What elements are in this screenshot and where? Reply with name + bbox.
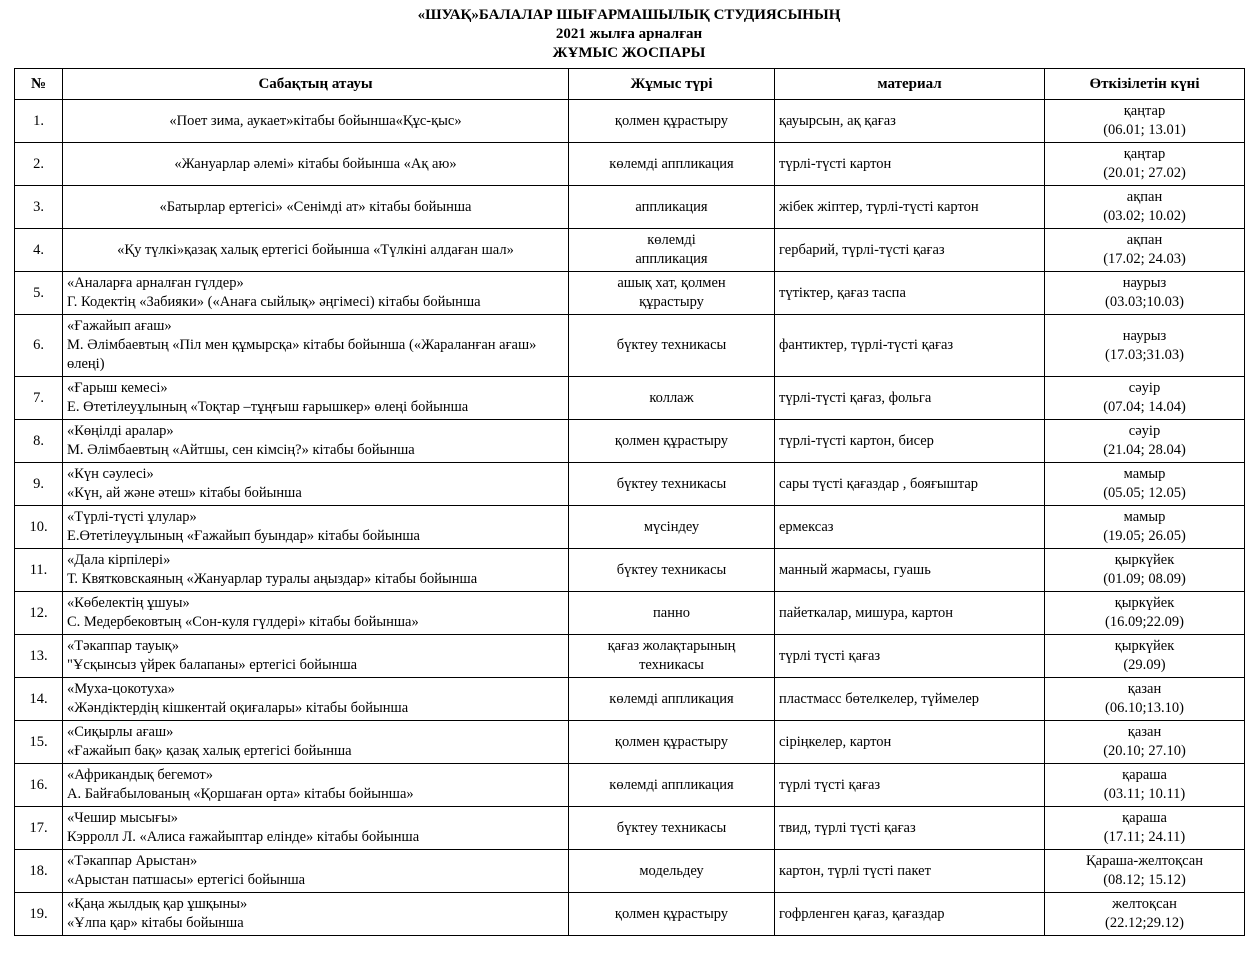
- lesson-name-line-2: М. Әлімбаевтың «Айтшы, сен кімсің?» кітабы бойынша: [67, 442, 415, 458]
- work-type: [569, 463, 775, 506]
- date-cell: [1045, 143, 1245, 186]
- work-type-line-2: аппликация: [635, 251, 708, 267]
- date-month: қаңтар: [1123, 146, 1166, 162]
- lesson-name: [63, 678, 569, 721]
- lesson-name-line-2: Кэрролл Л. «Алиса ғажайыптар елінде» кітабы бойынша: [67, 829, 420, 845]
- date-cell: [1045, 678, 1245, 721]
- row-number: 12.: [15, 592, 63, 635]
- work-type-line-1: панно: [653, 604, 690, 621]
- table-row: [15, 315, 1245, 377]
- date-days: (17.03;31.03): [1105, 346, 1184, 363]
- date-month: наурыз: [1122, 327, 1167, 344]
- lesson-name: [63, 463, 569, 506]
- work-type: [569, 549, 775, 592]
- table-row: [15, 229, 1245, 272]
- work-type: [569, 764, 775, 807]
- date-days: (17.11; 24.11): [1103, 829, 1186, 845]
- work-type-line-1: қолмен құрастыру: [614, 432, 729, 449]
- lesson-name-line-2: Т. Квятковскаяның «Жануарлар туралы аңыздар» кітабы бойынша: [67, 571, 478, 587]
- lesson-name: [63, 100, 569, 143]
- lesson-name-line-1: «Түрлі-түсті ұлулар»: [67, 509, 197, 525]
- header-material: материал: [775, 69, 1045, 100]
- work-type: [569, 592, 775, 635]
- work-type-line-1: бүктеу техникасы: [616, 819, 727, 836]
- work-type-line-1: бүктеу техникасы: [616, 475, 727, 492]
- date-days: (03.03;10.03): [1105, 294, 1184, 310]
- date-month: қазан: [1127, 724, 1162, 740]
- row-number: 18.: [15, 850, 63, 893]
- work-type: [569, 635, 775, 678]
- row-number: 15.: [15, 721, 63, 764]
- row-number: 8.: [15, 420, 63, 463]
- lesson-name-line-2: Г. Кодектің «Забияки» («Анаға сыйлық» әңгімесі) кітабы бойынша: [67, 294, 481, 310]
- date-cell: [1045, 463, 1245, 506]
- lesson-name-line-1: «Жануарлар әлемі» кітабы бойынша «Ақ аю»: [174, 155, 457, 172]
- date-cell: [1045, 186, 1245, 229]
- date-month: қыркүйек: [1114, 638, 1175, 654]
- title-line-2: 2021 жылға арналған: [555, 26, 703, 42]
- date-month: ақпан: [1126, 189, 1163, 205]
- material: пайеткалар, мишура, картон: [775, 592, 1045, 635]
- lesson-name: [63, 549, 569, 592]
- lesson-name: [63, 635, 569, 678]
- work-type-line-1: көлемді: [647, 232, 696, 248]
- date-days: (17.02; 24.03): [1103, 251, 1186, 267]
- date-cell: [1045, 506, 1245, 549]
- work-type-line-1: ашық хат, қолмен: [617, 275, 726, 291]
- material: пластмасс бөтелкелер, түймелер: [775, 678, 1045, 721]
- header-work-type: Жұмыс түрі: [569, 69, 775, 100]
- date-cell: [1045, 807, 1245, 850]
- work-type: [569, 807, 775, 850]
- work-type-line-1: коллаж: [649, 389, 694, 406]
- lesson-name-line-1: «Батырлар ертегісі» «Сенімді ат» кітабы бойынша: [159, 198, 472, 215]
- title-line-3: ЖҰМЫС ЖОСПАРЫ: [552, 45, 706, 61]
- material: манный жармасы, гуашь: [775, 549, 1045, 592]
- table-row: [15, 893, 1245, 936]
- date-days: (06.10;13.10): [1105, 700, 1184, 716]
- work-type: [569, 272, 775, 315]
- date-month: қараша: [1122, 810, 1167, 826]
- header-lesson-name: Сабақтың атауы: [63, 69, 569, 100]
- row-number: 9.: [15, 463, 63, 506]
- lesson-name-line-1: «Күн сәулесі»: [67, 466, 154, 482]
- row-number: 2.: [15, 143, 63, 186]
- date-month: қыркүйек: [1114, 552, 1175, 568]
- table-row: [15, 678, 1245, 721]
- date-days: (08.12; 15.12): [1103, 872, 1186, 888]
- date-cell: [1045, 893, 1245, 936]
- date-days: (29.09): [1123, 657, 1166, 673]
- material: түрлі-түсті картон, бисер: [775, 420, 1045, 463]
- lesson-name-line-1: «Ғарыш кемесі»: [67, 380, 168, 396]
- row-number: 10.: [15, 506, 63, 549]
- row-number: 3.: [15, 186, 63, 229]
- work-type-line-1: модельдеу: [639, 862, 704, 879]
- row-number: 7.: [15, 377, 63, 420]
- date-month: қыркүйек: [1114, 595, 1175, 611]
- date-cell: [1045, 420, 1245, 463]
- material: қауырсын, ақ қағаз: [775, 100, 1045, 143]
- material: гербарий, түрлі-түсті қағаз: [775, 229, 1045, 272]
- date-cell: [1045, 377, 1245, 420]
- row-number: 4.: [15, 229, 63, 272]
- date-days: (20.10; 27.10): [1103, 743, 1186, 759]
- table-row: [15, 143, 1245, 186]
- table-row: [15, 420, 1245, 463]
- date-cell: [1045, 850, 1245, 893]
- lesson-name-line-2: М. Әлімбаевтың «Піл мен құмырсқа» кітабы бойынша («Жараланған ағаш» өлеңі): [67, 337, 537, 372]
- table-body: [15, 100, 1245, 936]
- lesson-name: [63, 721, 569, 764]
- date-month: қараша: [1122, 767, 1167, 783]
- work-type: [569, 721, 775, 764]
- date-cell: [1045, 315, 1245, 377]
- lesson-name-line-2: А. Байғабылованың «Қоршаған орта» кітабы бойынша»: [67, 786, 414, 802]
- date-month: сәуір: [1128, 423, 1161, 439]
- work-type: [569, 315, 775, 377]
- table-row: [15, 592, 1245, 635]
- table-row: [15, 635, 1245, 678]
- lesson-name-line-1: «Тәкаппар Арыстан»: [67, 853, 198, 869]
- table-row: [15, 463, 1245, 506]
- date-cell: [1045, 592, 1245, 635]
- row-number: 1.: [15, 100, 63, 143]
- work-type-line-1: қағаз жолақтарының: [607, 638, 736, 654]
- table-row: [15, 549, 1245, 592]
- row-number: 19.: [15, 893, 63, 936]
- lesson-name-line-1: «Сиқырлы ағаш»: [67, 724, 174, 740]
- date-days: (07.04; 14.04): [1103, 399, 1186, 415]
- lesson-name: [63, 893, 569, 936]
- work-type: [569, 678, 775, 721]
- work-type-line-1: қолмен құрастыру: [614, 112, 729, 129]
- page-title: [14, 6, 1244, 63]
- work-type-line-1: бүктеу техникасы: [616, 561, 727, 578]
- row-number: 11.: [15, 549, 63, 592]
- lesson-name-line-1: «Көңілді аралар»: [67, 423, 174, 439]
- row-number: 13.: [15, 635, 63, 678]
- title-line-1: «ШУАҚ»БАЛАЛАР ШЫҒАРМАШЫЛЫҚ СТУДИЯСЫНЫҢ: [417, 7, 841, 23]
- date-cell: [1045, 635, 1245, 678]
- row-number: 6.: [15, 315, 63, 377]
- table-row: [15, 186, 1245, 229]
- lesson-name-line-1: «Ғажайып ағаш»: [67, 318, 172, 334]
- material: картон, түрлі түсті пакет: [775, 850, 1045, 893]
- lesson-name-line-2: "Ұсқынсыз үйрек балапаны» ертегісі бойынша: [67, 657, 358, 673]
- table-row: [15, 377, 1245, 420]
- material: сары түсті қағаздар , бояғыштар: [775, 463, 1045, 506]
- work-type: [569, 506, 775, 549]
- date-cell: [1045, 764, 1245, 807]
- date-days: (03.02; 10.02): [1103, 208, 1186, 224]
- lesson-name-line-1: «Муха-цокотуха»: [67, 681, 175, 697]
- lesson-name-line-1: «Дала кірпілері»: [67, 552, 171, 568]
- date-month: ақпан: [1126, 232, 1163, 248]
- lesson-name: [63, 850, 569, 893]
- material: түрлі түсті қағаз: [775, 635, 1045, 678]
- material: жібек жіптер, түрлі-түсті картон: [775, 186, 1045, 229]
- date-cell: [1045, 721, 1245, 764]
- row-number: 16.: [15, 764, 63, 807]
- material: фантиктер, түрлі-түсті қағаз: [775, 315, 1045, 377]
- work-type: [569, 377, 775, 420]
- date-cell: [1045, 549, 1245, 592]
- work-type: [569, 893, 775, 936]
- work-type: [569, 100, 775, 143]
- lesson-name: [63, 229, 569, 272]
- table-row: [15, 721, 1245, 764]
- lesson-name-line-1: «Көбелектің ұшуы»: [67, 595, 190, 611]
- lesson-name: [63, 272, 569, 315]
- material: түтіктер, қағаз таспа: [775, 272, 1045, 315]
- lesson-name-line-1: «Қу түлкі»қазақ халық ертегісі бойынша «Түлкіні алдаған шал»: [117, 241, 514, 258]
- work-plan-table: [14, 68, 1245, 936]
- date-cell: [1045, 272, 1245, 315]
- date-month: Қараша-желтоқсан: [1086, 853, 1203, 869]
- date-month: қаңтар: [1123, 103, 1166, 119]
- lesson-name-line-2: «Ғажайып бақ» қазақ халық ертегісі бойынша: [67, 743, 352, 759]
- date-days: (05.05; 12.05): [1103, 485, 1186, 501]
- lesson-name: [63, 186, 569, 229]
- work-type-line-1: көлемді аппликация: [609, 776, 734, 793]
- date-month: мамыр: [1123, 509, 1166, 525]
- lesson-name-line-2: «Ұлпа қар» кітабы бойынша: [67, 915, 244, 931]
- date-days: (16.09;22.09): [1105, 614, 1184, 630]
- work-type-line-2: техникасы: [639, 657, 704, 673]
- lesson-name-line-2: «Күн, ай және әтеш» кітабы бойынша: [67, 485, 302, 501]
- date-cell: [1045, 229, 1245, 272]
- date-month: наурыз: [1122, 275, 1167, 291]
- table-row: [15, 850, 1245, 893]
- lesson-name: [63, 592, 569, 635]
- table-row: [15, 506, 1245, 549]
- row-number: 14.: [15, 678, 63, 721]
- work-type: [569, 229, 775, 272]
- work-type: [569, 850, 775, 893]
- work-type-line-1: қолмен құрастыру: [614, 905, 729, 922]
- lesson-name: [63, 764, 569, 807]
- lesson-name-line-1: «Тәкаппар тауық»: [67, 638, 179, 654]
- date-days: (03.11; 10.11): [1103, 786, 1186, 802]
- date-days: (20.01; 27.02): [1103, 165, 1186, 181]
- work-type: [569, 143, 775, 186]
- date-days: (22.12;29.12): [1105, 915, 1184, 931]
- lesson-name-line-1: «Қаңа жылдық қар ұшқыны»: [67, 896, 248, 912]
- material: түрлі-түсті қағаз, фольга: [775, 377, 1045, 420]
- material: сіріңкелер, картон: [775, 721, 1045, 764]
- date-cell: [1045, 100, 1245, 143]
- material: түрлі түсті қағаз: [775, 764, 1045, 807]
- date-days: (06.01; 13.01): [1103, 122, 1186, 138]
- table-row: [15, 807, 1245, 850]
- table-row: [15, 764, 1245, 807]
- date-month: сәуір: [1128, 380, 1161, 396]
- date-month: желтоқсан: [1112, 896, 1177, 912]
- row-number: 17.: [15, 807, 63, 850]
- date-month: қазан: [1127, 681, 1162, 697]
- work-type-line-1: көлемді аппликация: [609, 155, 734, 172]
- work-type: [569, 186, 775, 229]
- material: ермексаз: [775, 506, 1045, 549]
- work-type-line-1: аппликация: [635, 198, 708, 215]
- table-row: [15, 272, 1245, 315]
- work-type: [569, 420, 775, 463]
- lesson-name-line-2: «Арыстан патшасы» ертегісі бойынша: [67, 872, 306, 888]
- lesson-name-line-1: «Поет зима, аукает»кітабы бойынша«Құс-қыс»: [169, 112, 462, 129]
- lesson-name: [63, 420, 569, 463]
- lesson-name-line-2: «Жәндіктердің кішкентай оқиғалары» кітабы бойынша: [67, 700, 409, 716]
- lesson-name-line-2: С. Медербековтың «Сон-куля гүлдері» кітабы бойынша»: [67, 614, 419, 630]
- work-type-line-1: бүктеу техникасы: [616, 337, 727, 353]
- date-days: (19.05; 26.05): [1103, 528, 1186, 544]
- table-row: [15, 100, 1245, 143]
- material: гофрленген қағаз, қағаздар: [775, 893, 1045, 936]
- lesson-name: [63, 315, 569, 377]
- lesson-name-line-1: «Чешир мысығы»: [67, 810, 178, 826]
- header-date: Өткізілетін күні: [1045, 69, 1245, 100]
- row-number: 5.: [15, 272, 63, 315]
- material: түрлі-түсті картон: [775, 143, 1045, 186]
- lesson-name: [63, 143, 569, 186]
- material: твид, түрлі түсті қағаз: [775, 807, 1045, 850]
- lesson-name-line-1: «Аналарға арналған гүлдер»: [67, 275, 244, 291]
- lesson-name: [63, 506, 569, 549]
- lesson-name: [63, 377, 569, 420]
- work-type-line-1: көлемді аппликация: [609, 690, 734, 707]
- work-type-line-2: құрастыру: [639, 294, 704, 310]
- lesson-name: [63, 807, 569, 850]
- header-number: №: [15, 69, 63, 100]
- lesson-name-line-2: Е.Өтетілеуұлының «Ғажайып буындар» кітабы бойынша: [67, 528, 420, 544]
- lesson-name-line-2: Е. Өтетілеуұлының «Тоқтар –тұңғыш ғарышкер» өлеңі бойынша: [67, 399, 469, 415]
- work-type-line-1: мүсіндеу: [643, 518, 700, 535]
- lesson-name-line-1: «Африкандық бегемот»: [67, 767, 214, 783]
- date-days: (01.09; 08.09): [1103, 571, 1186, 587]
- work-type-line-1: қолмен құрастыру: [614, 733, 729, 750]
- table-header-row: [15, 69, 1245, 100]
- date-days: (21.04; 28.04): [1103, 442, 1186, 458]
- date-month: мамыр: [1123, 466, 1166, 482]
